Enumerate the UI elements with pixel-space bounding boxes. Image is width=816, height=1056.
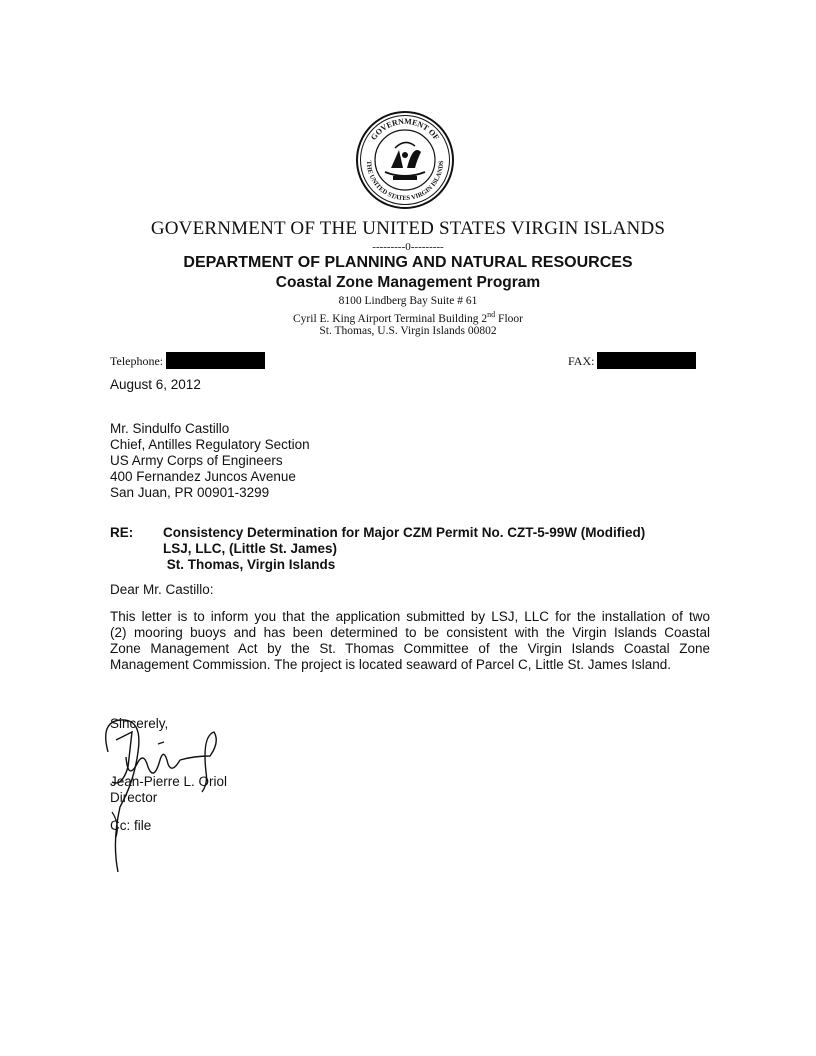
body-line: This letter is to inform you that the application submitted by LSJ, LLC for the installation of two: [110, 609, 710, 624]
addressee-line: Chief, Antilles Regulatory Section: [110, 437, 310, 452]
heading-ornament: ---------0---------: [372, 241, 444, 253]
signer-name: Jean-Pierre L. Oriol: [110, 774, 228, 789]
svg-text:THE UNITED STATES VIRGIN ISLAN: [365, 160, 445, 202]
government-heading: GOVERNMENT OF THE UNITED STATES VIRGIN ISLANDS: [150, 218, 666, 239]
closing: Sincerely,: [110, 716, 169, 731]
addressee-line: US Army Corps of Engineers: [110, 453, 283, 468]
signer-title: Director: [110, 790, 158, 805]
address-line-1: 8100 Lindberg Bay Suite # 61: [338, 295, 478, 307]
fax-row: [568, 352, 696, 369]
telephone-row: [110, 352, 265, 369]
subject-line: LSJ, LLC, (Little St. James): [163, 541, 338, 556]
svg-text:GOVERNMENT OF: [369, 117, 441, 142]
body-paragraph: [110, 609, 710, 673]
telephone-label: Telephone:: [110, 354, 164, 368]
address-superscript: nd: [487, 310, 496, 319]
carbon-copy: Cc: file: [110, 818, 152, 833]
government-seal-icon: [355, 110, 455, 210]
address-line-2: Cyril E. King Airport Terminal Building 2nd Floor: [293, 310, 523, 325]
telephone-redaction: [166, 352, 265, 369]
addressee-line: Mr. Sindulfo Castillo: [110, 421, 230, 436]
addressee-line: 400 Fernandez Juncos Avenue: [110, 469, 296, 484]
department-heading: DEPARTMENT OF PLANNING AND NATURAL RESOURCES: [183, 254, 633, 271]
handwritten-signature: [98, 712, 248, 877]
body-line: (2) mooring buoys and has been determined to be consistent with the Virgin Islands Coastal: [110, 625, 710, 640]
address-line-3: St. Thomas, U.S. Virgin Islands 00802: [319, 325, 497, 337]
seal-bottom-text: THE UNITED STATES VIRGIN ISLANDS: [364, 160, 446, 203]
fax-label: FAX:: [568, 354, 595, 368]
fax-redaction: [597, 352, 696, 369]
seal-top-text: GOVERNMENT OF: [368, 116, 442, 142]
body-line: Zone Management Act by the St. Thomas Committee of the Virgin Islands Coastal Zone: [110, 641, 710, 656]
addressee-line: San Juan, PR 00901-3299: [110, 485, 270, 500]
subject-line: St. Thomas, Virgin Islands: [163, 557, 336, 572]
subject-label: RE:: [110, 525, 134, 540]
body-line: Management Commission. The project is located seaward of Parcel C, Little St. James Island.: [110, 657, 672, 672]
letter-date: August 6, 2012: [110, 377, 201, 392]
addressee-block: [110, 421, 310, 501]
salutation: Dear Mr. Castillo:: [110, 582, 214, 597]
program-heading: Coastal Zone Management Program: [275, 274, 541, 291]
subject-line: Consistency Determination for Major CZM Permit No. CZT-5-99W (Modified): [163, 525, 646, 540]
